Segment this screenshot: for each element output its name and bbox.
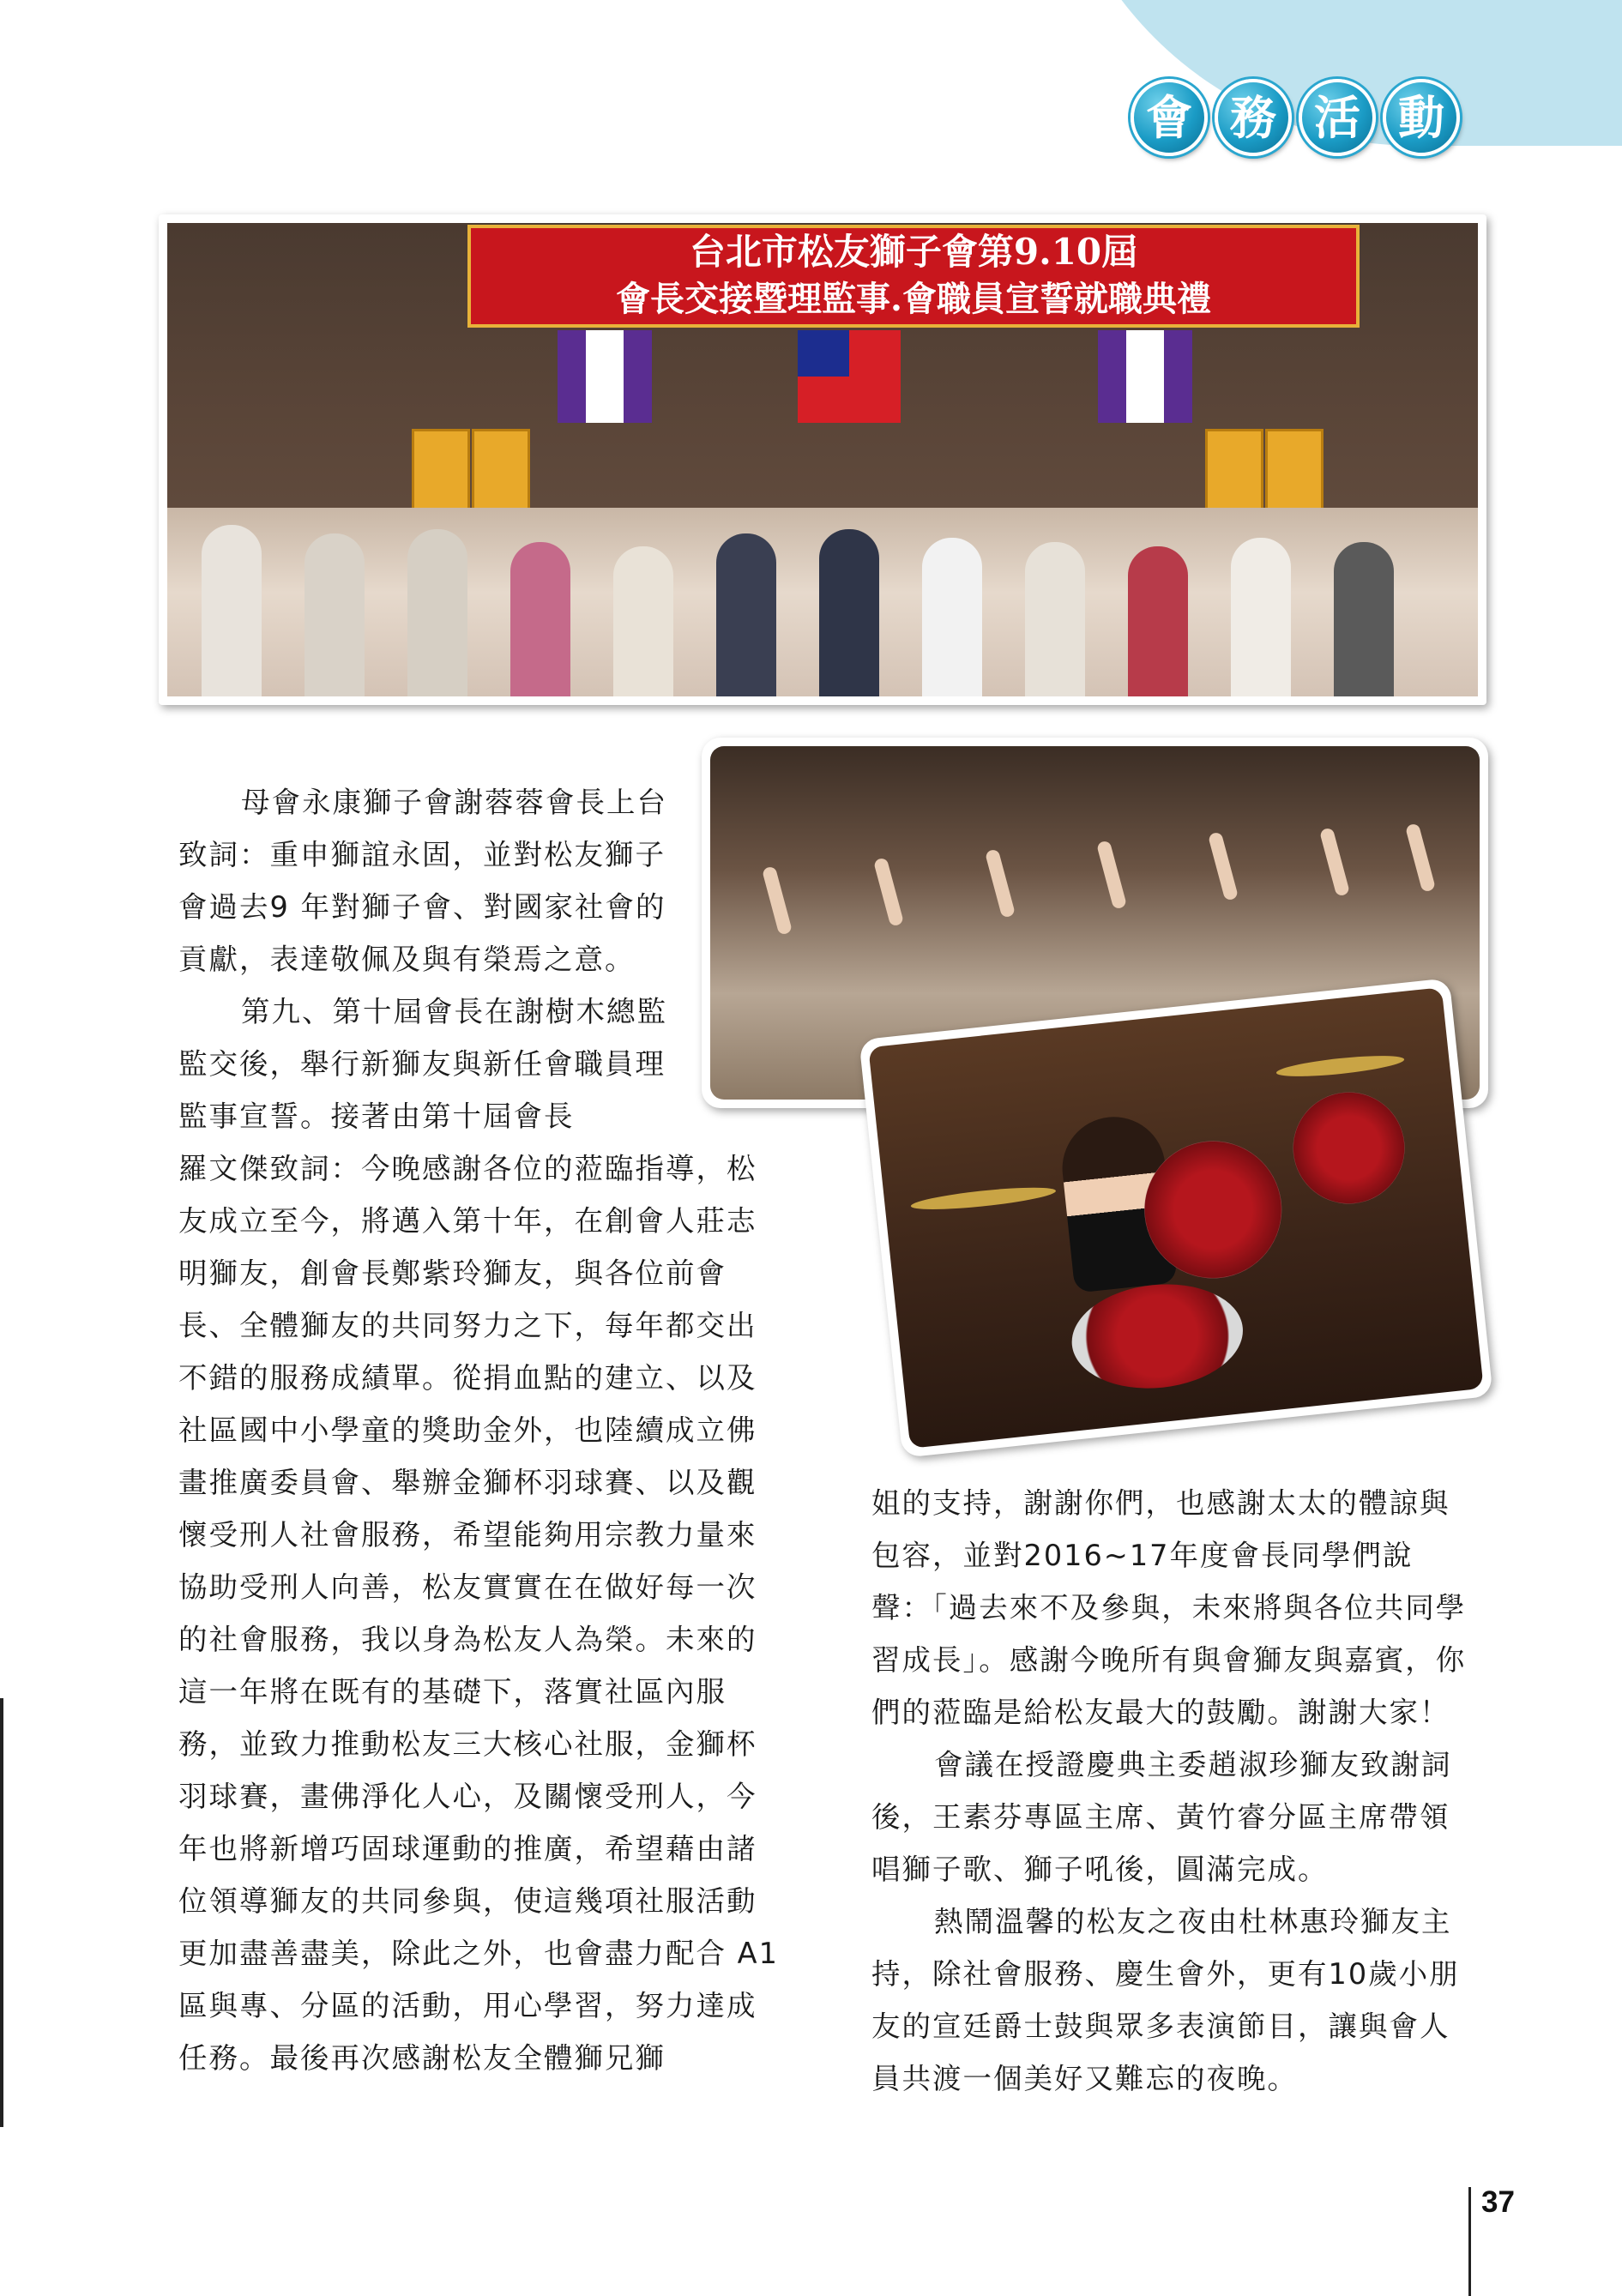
person (613, 546, 673, 696)
ceremony-photo (159, 214, 1486, 705)
raised-hand (985, 848, 1016, 918)
raised-hand (1208, 831, 1239, 901)
raised-hand (1405, 823, 1436, 892)
drum (1287, 1087, 1410, 1209)
person (1128, 546, 1188, 696)
roc-flag (798, 330, 901, 423)
person (922, 538, 982, 696)
article-column-left-top (178, 776, 684, 1142)
banner-line-1: 台北市松友獅子會第9.10屆 (689, 231, 1138, 273)
article-paragraph: 會議在授證慶典主委趙淑珍獅友致謝詞後，王素芬專區主席、黃竹睿分區主席帶領唱獅子歌、獅子吼後，圓滿完成。 (871, 1748, 1452, 1886)
person (1334, 542, 1394, 696)
article-column-left-bottom (178, 1142, 779, 2084)
section-title-char: 務 (1215, 79, 1292, 156)
cymbal (1275, 1052, 1405, 1081)
page-number: 37 (1481, 2185, 1515, 2219)
section-title-char: 活 (1299, 79, 1376, 156)
section-title-char: 會 (1131, 79, 1208, 156)
person (510, 542, 570, 696)
cymbal (910, 1184, 1057, 1214)
article-paragraph: 熱鬧溫馨的松友之夜由杜林惠玲獅友主持，除社會服務、慶生會外，更有10歲小朋友的宣廷爵士鼓與眾多表演節目，讓與會人員共渡一個美好又難忘的夜晚。 (871, 1905, 1460, 2095)
article-paragraph: 姐的支持，謝謝你們，也感謝太太的體諒與包容，並對2016~17年度會長同學們說聲：「過去來不及參與，未來將與各位共同學習成長」。感謝今晚所有與會獅友與嘉賓，你們的蒞臨是給松友最大的鼓勵。謝謝大家！ (871, 1486, 1467, 1729)
person (202, 525, 262, 696)
raised-hand (1096, 840, 1127, 909)
person (716, 533, 776, 696)
article-column-right (871, 1477, 1472, 2105)
lions-flag (558, 330, 652, 423)
person (819, 529, 879, 696)
ceremony-banner (467, 225, 1360, 328)
article-paragraph: 母會永康獅子會謝蓉蓉會長上台致詞：重申獅誼永固，並對松友獅子會過去9 年對獅子會、對國家社會的貢獻，表達敬佩及與有榮焉之意。 (178, 786, 667, 976)
section-title-char: 動 (1383, 79, 1460, 156)
raised-hand (873, 857, 904, 926)
article-paragraph: 第九、第十屆會長在謝樹木總監監交後，舉行新獅友與新任會職員理監事宣誓。接著由第十屆會長 (178, 995, 667, 1133)
margin-rule (0, 1698, 3, 2127)
banner-line-2: 會長交接暨理監事.會職員宣誓就職典禮 (616, 279, 1211, 319)
person (1025, 542, 1085, 696)
person (305, 533, 365, 696)
raised-hand (1319, 827, 1350, 896)
bass-drum (1067, 1276, 1248, 1396)
lions-flag (1098, 330, 1192, 423)
drummer-photo (859, 978, 1492, 1458)
raised-hand (762, 865, 793, 935)
section-title (1131, 79, 1460, 156)
article-paragraph: 羅文傑致詞：今晚感謝各位的蒞臨指導，松友成立至今，將邁入第十年，在創會人莊志明獅友，創會長鄭紫玲獅友，與各位前會長、全體獅友的共同努力之下，每年都交出不錯的服務成績單。從捐血點的建立、以及社區國中小學童的獎助金外，也陸續成立佛畫推廣委員會、舉辦金獅杯羽球賽、以及觀懷受刑人社會服務，希望能夠用宗教力量來協助受刑人向善，松友實實在在做好每一次的社會服務，我以身為松友人為榮。未來的這一年將在既有的基礎下，落實社區內服務，並致力推動松友三大核心社服，金獅杯羽球賽，畫佛淨化人心，及關懷受刑人，今年也將新增巧固球運動的推廣，希望藉由諸位領導獅友的共同參與，使這幾項社服活動更加盡善盡美，除此之外，也會盡力配合 A1區與專、分區的活動，用心學習，努力達成任務。最後再次感謝松友全體獅兄獅 (178, 1152, 779, 2075)
page-number-rule (1468, 2187, 1471, 2296)
person (1231, 538, 1291, 696)
crowd (167, 508, 1478, 696)
person (407, 529, 467, 696)
